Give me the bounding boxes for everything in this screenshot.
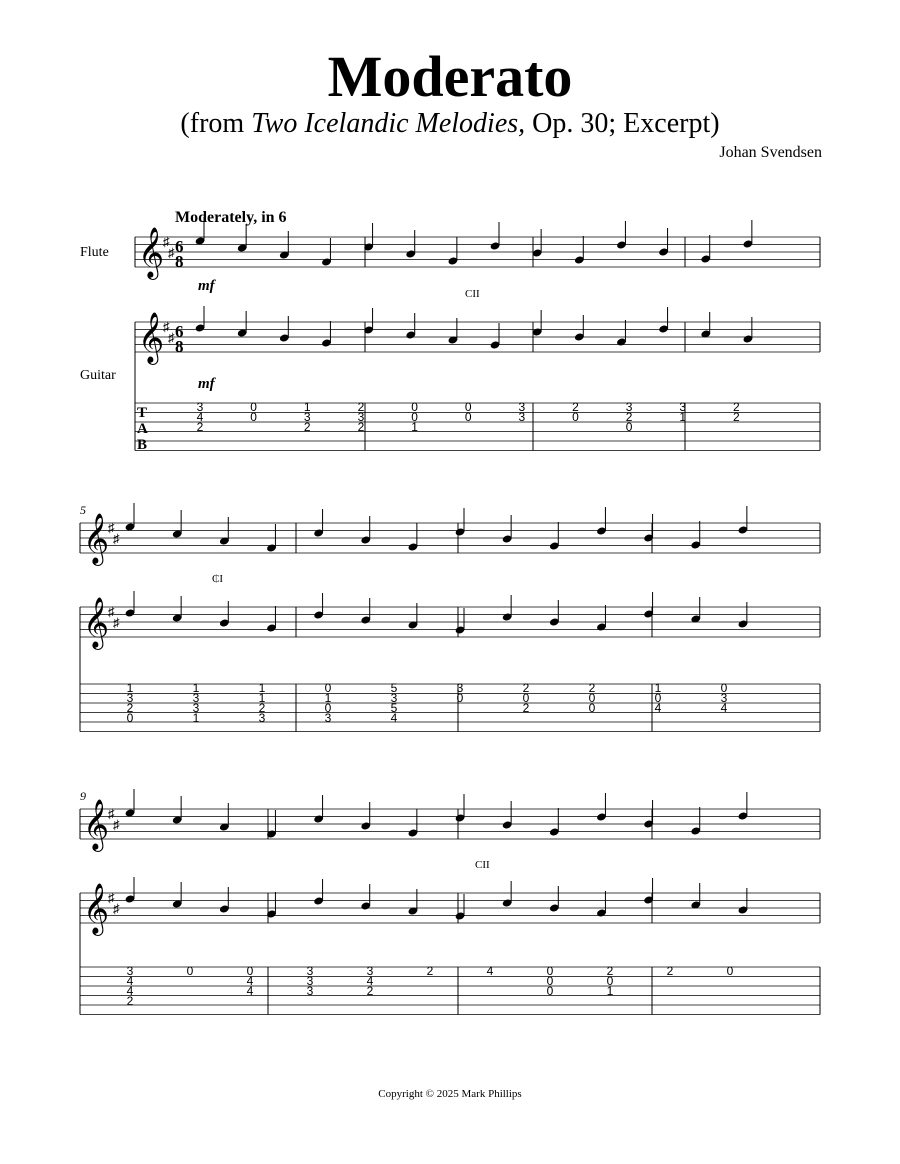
treble-clef: 𝄞 (83, 800, 110, 849)
tab-fret-number: 4 (196, 410, 204, 424)
time-signature: 8 (175, 337, 184, 356)
dynamic-guitar: mf (198, 376, 215, 392)
tab-fret-number: 2 (625, 410, 633, 424)
copyright-notice: Copyright © 2025 Mark Phillips (378, 1088, 522, 1100)
key-signature-sharp: ♯ (108, 890, 115, 905)
tab-fret-number: 2 (426, 964, 434, 978)
tab-fret-number: 0 (522, 691, 530, 705)
tab-fret-number: 3 (679, 400, 687, 414)
key-signature-sharp: ♯ (113, 901, 120, 916)
key-signature-sharp: ♯ (108, 520, 115, 535)
tab-fret-number: 2 (572, 400, 579, 414)
subtitle-prefix: (from (180, 108, 252, 139)
time-signature: 6 (175, 237, 184, 256)
instrument-label-flute: Flute (80, 245, 109, 260)
tab-fret-number: 2 (303, 420, 311, 434)
tab-fret-number: 0 (186, 964, 194, 978)
tab-fret-number: 0 (411, 400, 418, 414)
tab-fret-number: 5 (390, 701, 398, 715)
tab-fret-number: 1 (192, 711, 200, 725)
tab-fret-number: 1 (303, 400, 311, 414)
tab-fret-number: 1 (258, 681, 266, 695)
tab-fret-number: 2 (196, 420, 204, 434)
tab-fret-number: 0 (250, 410, 257, 424)
tab-fret-number: 2 (522, 701, 530, 715)
tab-fret-number: 4 (126, 974, 134, 988)
key-signature-sharp: ♯ (113, 615, 120, 630)
tab-clef-letter: A (137, 421, 148, 437)
tab-fret-number: 0 (726, 964, 734, 978)
tab-fret-number: 2 (588, 681, 596, 695)
tab-fret-number: 0 (246, 964, 254, 978)
tab-fret-number: 2 (126, 994, 134, 1008)
dynamic-flute: mf (198, 278, 215, 294)
tab-fret-number: 4 (366, 974, 374, 988)
barre-marking-1: CII (465, 288, 480, 300)
tab-fret-number: 0 (464, 400, 472, 414)
barre-marking-2: ₵I (212, 573, 223, 585)
key-signature-sharp: ♯ (163, 319, 170, 334)
tab-fret-number: 3 (196, 400, 204, 414)
tab-fret-number: 0 (324, 681, 332, 695)
tab-fret-number: 2 (258, 701, 266, 715)
tab-fret-number: 0 (588, 701, 596, 715)
tab-fret-number: 2 (606, 964, 614, 978)
tab-clef-letter: B (137, 437, 148, 453)
key-signature-sharp: ♯ (108, 604, 115, 619)
tab-fret-number: 3 (192, 691, 200, 705)
barre-marking-3: CII (475, 859, 490, 871)
tab-fret-number: 3 (625, 400, 633, 414)
tab-fret-number: 1 (324, 691, 332, 705)
tab-fret-number: 0 (654, 691, 662, 705)
tab-fret-number: 3 (192, 701, 200, 715)
tab-fret-number: 0 (546, 964, 554, 978)
key-signature-sharp: ♯ (113, 531, 120, 546)
tab-fret-number: 3 (126, 964, 134, 978)
tab-fret-number: 3 (306, 974, 314, 988)
tab-fret-number: 0 (606, 974, 614, 988)
tab-fret-number: 3 (366, 964, 374, 978)
time-signature: 8 (175, 252, 184, 271)
tab-fret-number: 4 (486, 964, 494, 978)
noteheads (125, 217, 754, 921)
tablature-numbers (127, 400, 740, 1008)
measure-number-9: 9 (80, 789, 86, 803)
tab-fret-number: 4 (654, 701, 662, 715)
tab-fret-number: 0 (464, 410, 472, 424)
tab-fret-number: 0 (250, 400, 257, 414)
tab-fret-number: 4 (390, 711, 398, 725)
tab-fret-number: 2 (522, 681, 530, 695)
tab-fret-number: 1 (126, 681, 134, 695)
tempo-marking: Moderately, in 6 (175, 209, 287, 226)
tab-fret-number: 1 (679, 410, 687, 424)
tab-fret-number: 2 (366, 984, 374, 998)
tab-fret-number: 4 (246, 974, 254, 988)
measure-number-5: 5 (80, 503, 86, 517)
tab-fret-number: 2 (357, 420, 365, 434)
tab-fret-number: 0 (572, 410, 579, 424)
subtitle-work-title: Two Icelandic Melodies, (251, 108, 526, 139)
key-signature-sharp: ♯ (113, 817, 120, 832)
key-signature-sharp: ♯ (108, 806, 115, 821)
tab-fret-number: 1 (654, 681, 662, 695)
tab-fret-number: 2 (733, 400, 740, 414)
tab-fret-number: 2 (733, 410, 740, 424)
key-signature-sharp: ♯ (168, 330, 175, 345)
treble-clef: 𝄞 (138, 313, 165, 362)
tab-fret-number: 3 (518, 400, 526, 414)
tab-fret-number: 3 (357, 410, 365, 424)
tab-fret-number: 4 (246, 984, 254, 998)
tab-fret-number: 3 (324, 711, 332, 725)
tab-fret-number: 0 (588, 691, 596, 705)
tab-fret-number: 1 (258, 691, 266, 705)
treble-clef: 𝄞 (138, 228, 165, 277)
tab-fret-number: 3 (306, 964, 314, 978)
tab-fret-number: 0 (720, 681, 728, 695)
tab-fret-number: 1 (606, 984, 614, 998)
staff-lines (80, 228, 820, 1015)
piece-title: Moderato (327, 44, 573, 109)
tab-fret-number: 3 (303, 410, 311, 424)
tab-fret-number: 0 (324, 701, 332, 715)
composer-name: Johan Svendsen (719, 144, 822, 161)
tab-fret-number: 1 (411, 420, 418, 434)
tab-fret-number: 0 (456, 691, 464, 705)
tab-fret-number: 3 (126, 691, 134, 705)
tab-fret-number: 1 (192, 681, 200, 695)
tab-fret-number: 3 (518, 410, 526, 424)
treble-clef: 𝄞 (83, 598, 110, 647)
tab-fret-number: 5 (390, 681, 398, 695)
tab-clef-letter: T (137, 405, 148, 421)
tab-fret-number: 0 (411, 410, 418, 424)
tab-fret-number: 2 (357, 400, 365, 414)
tab-fret-number: 0 (546, 974, 554, 988)
tab-fret-number: 0 (625, 420, 633, 434)
tab-fret-number: 3 (306, 984, 314, 998)
tab-fret-number: 0 (546, 984, 554, 998)
tab-fret-number: 3 (390, 691, 398, 705)
key-signature-sharp: ♯ (163, 234, 170, 249)
tab-fret-number: 0 (126, 711, 134, 725)
tab-fret-number: 4 (720, 701, 728, 715)
treble-clef: 𝄞 (83, 514, 110, 563)
tab-fret-number: 2 (666, 964, 674, 978)
treble-clef: 𝄞 (83, 884, 110, 933)
tab-fret-number: 2 (126, 701, 134, 715)
instrument-label-guitar: Guitar (80, 368, 116, 383)
key-signature-sharp: ♯ (168, 245, 175, 260)
tab-fret-number: 3 (258, 711, 266, 725)
tab-fret-number: 4 (126, 984, 134, 998)
subtitle-suffix: Op. 30; Excerpt) (525, 108, 720, 139)
tab-fret-number: 3 (720, 691, 728, 705)
tab-fret-number: 3 (456, 681, 464, 695)
time-signature: 6 (175, 322, 184, 341)
